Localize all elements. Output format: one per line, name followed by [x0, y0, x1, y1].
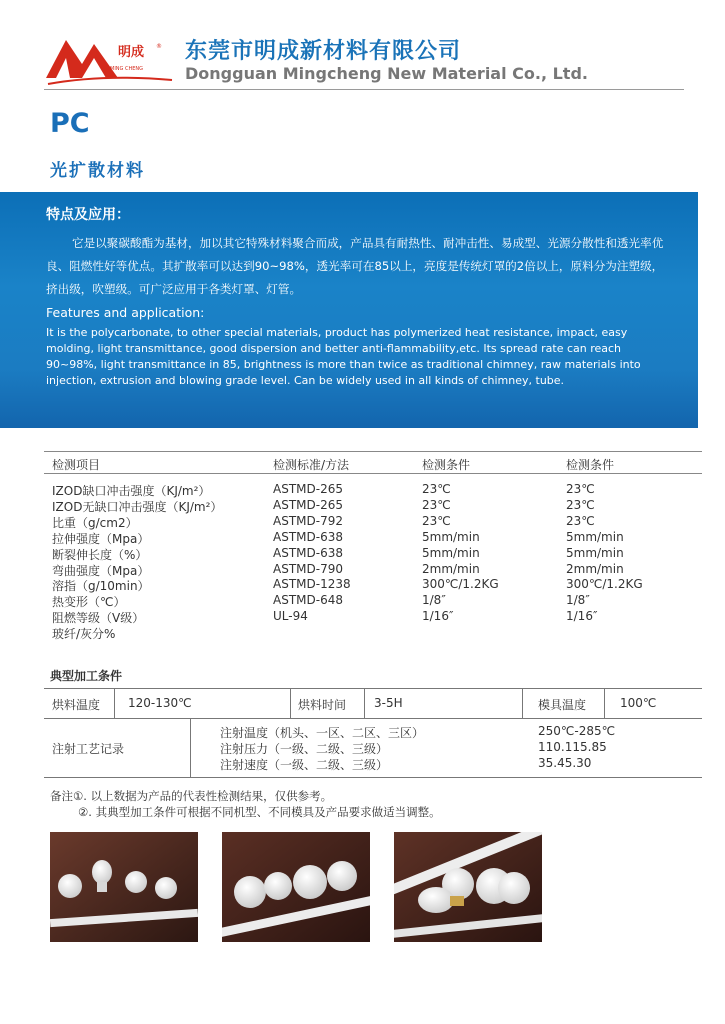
processing-title: 典型加工条件: [50, 669, 123, 683]
note-2: ②. 其典型加工条件可根据不同机型、不同模具及产品要求做适当调整。: [78, 805, 441, 819]
drying-time-value: 3-5H: [374, 696, 403, 710]
features-en-text: It is the polycarbonate, to other special materials, product has polymerized heat resistance, impact, easy molding, light transmittance, good dispersion and better anti-flammability,etc. Its spread rate can reach 90~98%, light transmittance in 85, brightness is more than twice as traditional chimney, raw materials into injection, extrusion and blowing grade level. Can be widely used in all kinds of chimney, tube.: [46, 326, 641, 387]
product-photo-2: [222, 832, 370, 942]
features-panel: [0, 192, 698, 428]
table-header-condition-2: 检测条件: [566, 458, 615, 472]
product-photo-3: [394, 832, 542, 942]
drying-temp-label: 烘料温度: [52, 698, 101, 712]
mold-temp-label: 模具温度: [538, 698, 587, 712]
table-header-condition: 检测条件: [422, 458, 471, 472]
features-en-heading: Features and application:: [46, 305, 205, 320]
features-cn-text: 它是以聚碳酸酯为基材，加以其它特殊材料聚合而成，产品具有耐热性、耐冲击性、易成型、光源分散性和透光率优良、阻燃性好等优点。其扩散率可以达到90~98%，透光率可在85以上，亮度是传统灯罩的2倍以上，原料分为注塑级，挤出级，吹塑级。可广泛应用于各类灯罩、灯管。: [46, 236, 664, 296]
company-name-cn: 东莞市明成新材料有限公司: [185, 39, 462, 64]
injection-pressure-value: 110.115.85: [538, 740, 607, 754]
injection-label: 注射工艺记录: [52, 742, 125, 756]
injection-temp-label: 注射温度（机头、一区、二区、三区）: [220, 726, 425, 740]
injection-pressure-label: 注射压力（一级、二级、三级）: [220, 742, 389, 756]
logo-text: 明成: [118, 45, 145, 60]
processing-table: [44, 688, 702, 778]
company-logo: [44, 34, 174, 88]
product-photo-1: [50, 832, 198, 942]
injection-speed-label: 注射速度（一级、二级、三级）: [220, 758, 389, 772]
notes: [50, 788, 441, 820]
table-rule-top: [44, 451, 702, 452]
injection-temp-value: 250℃-285℃: [538, 724, 616, 738]
product-code: PC: [50, 108, 90, 139]
header-divider: [44, 89, 684, 90]
mold-temp-value: 100℃: [620, 696, 657, 710]
drying-time-label: 烘料时间: [298, 698, 347, 712]
logo-subtext: MING CHENG: [110, 66, 144, 72]
note-1: 备注①. 以上数据为产品的代表性检测结果，仅供参考。: [50, 789, 333, 803]
company-name-en: Dongguan Mingcheng New Material Co., Ltd.: [185, 64, 588, 83]
table-header-item: 检测项目: [52, 458, 101, 472]
injection-speed-value: 35.45.30: [538, 756, 592, 770]
product-name: 光扩散材料: [50, 161, 145, 181]
table-header-standard: 检测标准/方法: [273, 458, 350, 472]
svg-text:®: ®: [156, 43, 162, 50]
table-rule-bottom: [44, 473, 702, 474]
drying-temp-value: 120-130℃: [128, 696, 192, 710]
features-cn-heading: 特点及应用：: [46, 207, 130, 223]
